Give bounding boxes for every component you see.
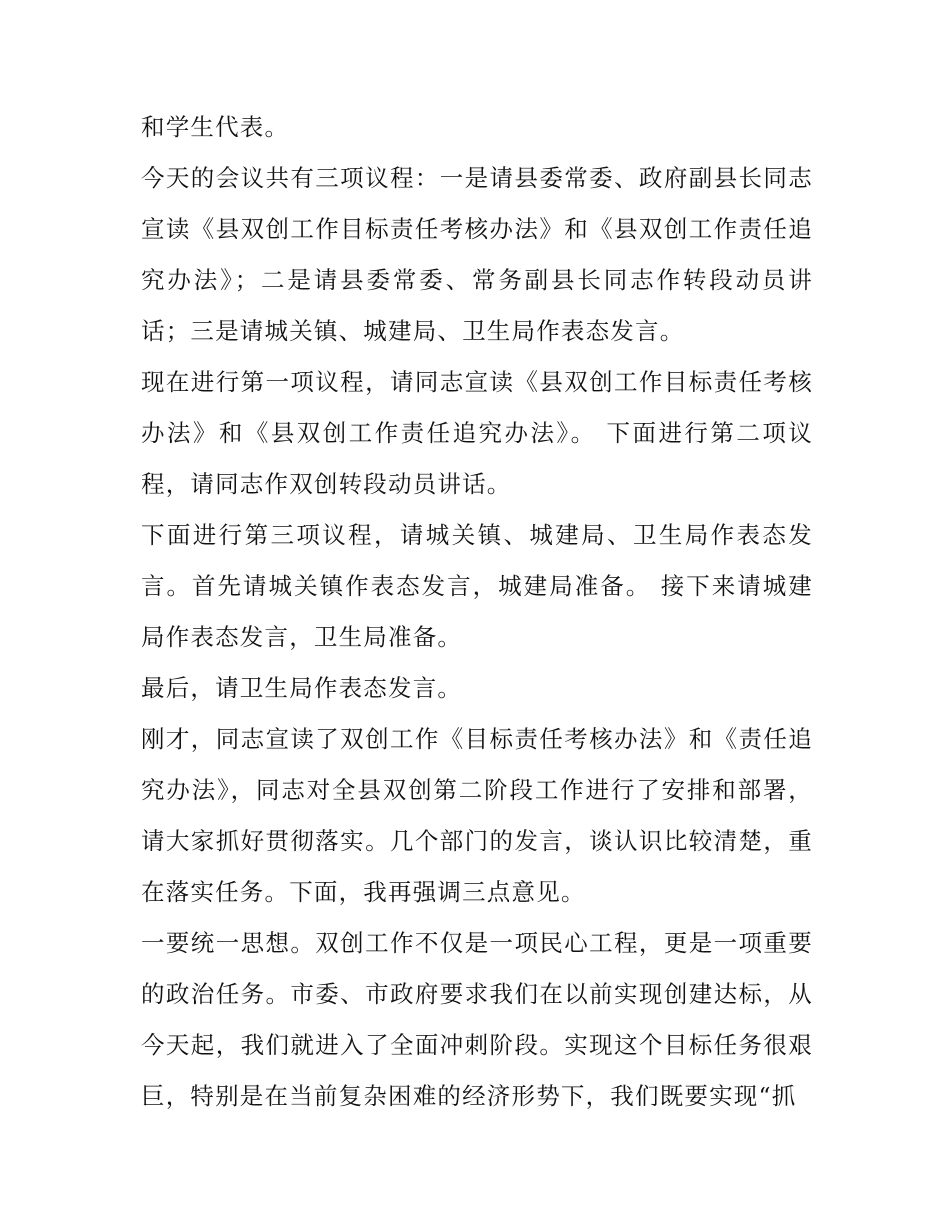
paragraph-4: 下面进行第三项议程，请城关镇、城建局、卫生局作表态发言。首先请城关镇作表态发言，城建局准备。 接下来请城建局作表态发言，卫生局准备。 bbox=[141, 521, 813, 651]
paragraph-1: 和学生代表。 bbox=[141, 113, 290, 141]
paragraph-7: 一要统一思想。双创工作不仅是一项民心工程，更是一项重要的政治任务。市委、市政府要求我们在以前实现创建达标，从今天起，我们就进入了全面冲刺阶段。实现这个目标任务很艰巨，特别是在当前复杂困难的经济形势下，我们既要实现“抓 bbox=[141, 929, 813, 1110]
document-body bbox=[141, 102, 813, 1122]
paragraph-6: 刚才，同志宣读了双创工作《目标责任考核办法》和《责任追究办法》，同志对全县双创第二阶段工作进行了安排和部署，请大家抓好贯彻落实。几个部门的发言，谈认识比较清楚，重在落实任务。下面，我再强调三点意见。 bbox=[141, 725, 813, 906]
paragraph-5: 最后，请卫生局作表态发言。 bbox=[141, 674, 463, 702]
paragraph-3: 现在进行第一项议程，请同志宣读《县双创工作目标责任考核办法》和《县双创工作责任追究办法》。 下面进行第二项议程，请同志作双创转段动员讲话。 bbox=[141, 368, 813, 498]
paragraph-2: 今天的会议共有三项议程：一是请县委常委、政府副县长同志宣读《县双创工作目标责任考核办法》和《县双创工作责任追究办法》；二是请县委常委、常务副县长同志作转段动员讲话；三是请城关镇、城建局、卫生局作表态发言。 bbox=[141, 164, 813, 345]
